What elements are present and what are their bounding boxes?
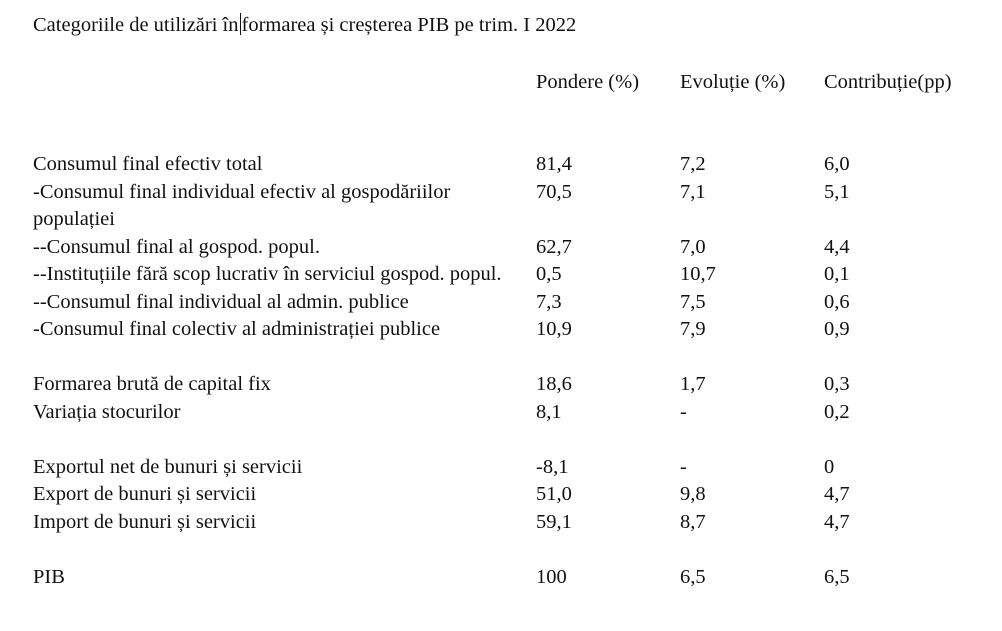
row-evolutie: 6,5 bbox=[680, 565, 706, 588]
row-evolutie: - bbox=[680, 400, 687, 423]
table-row bbox=[33, 289, 993, 317]
row-evolutie: - bbox=[680, 455, 687, 478]
row-label: -Consumul final colectiv al administrației publice bbox=[33, 318, 441, 340]
table-row bbox=[33, 179, 993, 234]
row-contributie: 6,5 bbox=[824, 565, 850, 588]
row-pondere: 10,9 bbox=[536, 318, 572, 340]
row-label: Consumul final efectiv total bbox=[33, 153, 263, 175]
table-row bbox=[33, 481, 993, 509]
table-row bbox=[33, 371, 993, 399]
header-evolutie: Evoluție (%) bbox=[680, 71, 786, 93]
title-text-end: formarea și creșterea PIB pe trim. I 2022 bbox=[241, 14, 577, 36]
row-pondere: 62,7 bbox=[536, 235, 572, 258]
row-label: Formarea brută de capital fix bbox=[33, 373, 271, 395]
text-cursor bbox=[240, 13, 241, 35]
row-spacer bbox=[33, 426, 993, 454]
row-label: Exportul net de bunuri și servicii bbox=[33, 455, 303, 478]
header-contributie: Contribuție(pp) bbox=[824, 71, 952, 93]
row-pondere: 59,1 bbox=[536, 510, 572, 533]
row-contributie: 0 bbox=[824, 455, 835, 478]
header-pondere: Pondere (%) bbox=[536, 71, 640, 93]
row-contributie: 0,3 bbox=[824, 373, 850, 395]
row-evolutie: 10,7 bbox=[680, 263, 716, 285]
row-evolutie: 7,9 bbox=[680, 318, 706, 340]
row-pondere: -8,1 bbox=[536, 455, 569, 478]
row-pondere: 18,6 bbox=[536, 373, 572, 395]
table-row bbox=[33, 261, 993, 289]
row-evolutie: 7,1 bbox=[680, 180, 706, 203]
row-pondere: 7,3 bbox=[536, 290, 562, 313]
row-evolutie: 7,5 bbox=[680, 290, 706, 313]
row-label: PIB bbox=[33, 565, 65, 588]
row-label: Export de bunuri și servicii bbox=[33, 483, 257, 505]
row-label: -Consumul final individual efectiv al gospodăriilor populației bbox=[33, 180, 451, 230]
data-table bbox=[33, 151, 993, 591]
row-spacer bbox=[33, 536, 993, 564]
row-evolutie: 7,0 bbox=[680, 235, 706, 258]
row-contributie: 6,0 bbox=[824, 153, 850, 175]
table-row bbox=[33, 399, 993, 427]
row-pondere: 0,5 bbox=[536, 263, 562, 285]
table-row bbox=[33, 509, 993, 537]
row-evolutie: 8,7 bbox=[680, 510, 706, 533]
row-label: --Consumul final individual al admin. publice bbox=[33, 290, 409, 313]
table-row bbox=[33, 564, 993, 592]
row-pondere: 8,1 bbox=[536, 400, 562, 423]
document-title bbox=[33, 12, 576, 40]
row-contributie: 0,9 bbox=[824, 318, 850, 340]
row-contributie: 0,1 bbox=[824, 263, 850, 285]
row-contributie: 5,1 bbox=[824, 180, 850, 203]
row-pondere: 100 bbox=[536, 565, 567, 588]
row-spacer bbox=[33, 344, 993, 372]
row-label: --Instituțiile fără scop lucrativ în serviciul gospod. popul. bbox=[33, 263, 502, 285]
row-pondere: 51,0 bbox=[536, 483, 572, 505]
table-row bbox=[33, 454, 993, 482]
row-contributie: 0,2 bbox=[824, 400, 850, 423]
row-evolutie: 1,7 bbox=[680, 373, 706, 395]
row-label: --Consumul final al gospod. popul. bbox=[33, 235, 320, 258]
row-evolutie: 7,2 bbox=[680, 153, 706, 175]
row-evolutie: 9,8 bbox=[680, 483, 706, 505]
title-text-start: Categoriile de utilizări în bbox=[33, 14, 239, 36]
table-row bbox=[33, 234, 993, 262]
row-label: Variația stocurilor bbox=[33, 400, 181, 423]
row-contributie: 4,7 bbox=[824, 510, 850, 533]
row-contributie: 4,4 bbox=[824, 235, 850, 258]
row-pondere: 81,4 bbox=[536, 153, 572, 175]
row-contributie: 0,6 bbox=[824, 290, 850, 313]
row-label: Import de bunuri și servicii bbox=[33, 510, 257, 533]
table-row bbox=[33, 316, 993, 344]
row-contributie: 4,7 bbox=[824, 483, 850, 505]
table-row bbox=[33, 151, 993, 179]
row-pondere: 70,5 bbox=[536, 180, 572, 203]
